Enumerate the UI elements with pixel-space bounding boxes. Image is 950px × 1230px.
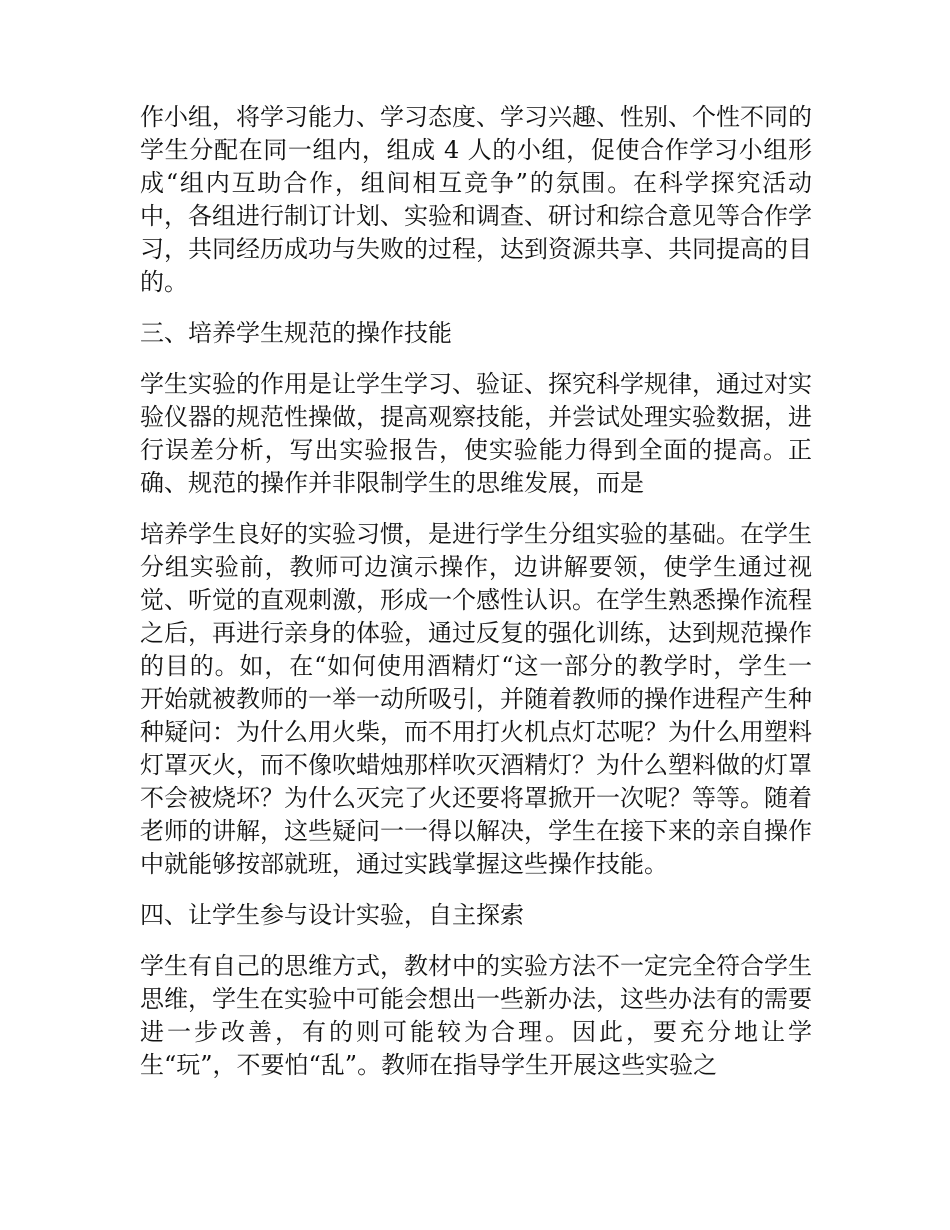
document-page — [140, 101, 812, 1100]
para-student-thinking: 学生有自己的思维方式，教材中的实验方法不一定完全符合学生思维，学生在实验中可能会想出一些新办法，这些办法有的需要进一步改善，有的则可能较为合理。因此，要充分地让学生“玩”，不要怕“乱”。教师在指导学生开展这些实验之 — [140, 952, 812, 1079]
para-good-habits: 培养学生良好的实验习惯，是进行学生分组实验的基础。在学生分组实验前，教师可边演示操作，边讲解要领，使学生通过视觉、听觉的直观刺激，形成一个感性认识。在学生熟悉操作流程之后，再进行亲身的体验，通过反复的强化训练，达到规范操作的目的。如，在“如何使用酒精灯“这一部分的教学时，学生一开始就被教师的一举一动所吸引，并随着教师的操作进程产生种种疑问：为什么用火柴，而不用打火机点灯芯呢？为什么用塑料灯罩灭火，而不像吹蜡烛那样吹灭酒精灯？为什么塑料做的灯罩不会被烧坏？为什么灭完了火还要将罩掀开一次呢？等等。随着老师的讲解，这些疑问一一得以解决，学生在接下来的亲自操作中就能够按部就班，通过实践掌握这些操作技能。 — [140, 520, 812, 878]
heading-section-3: 三、培养学生规范的操作技能 — [140, 319, 452, 347]
heading-section-4: 四、让学生参与设计实验，自主探索 — [140, 901, 524, 929]
para-cooperative-groups: 作小组，将学习能力、学习态度、学习兴趣、性别、个性不同的学生分配在同一组内，组成 4 人的小组，促使合作学习小组形成“组内互助合作，组间相互竞争”的氛围。在科学探究活动中，各组进行制订计划、实验和调查、研讨和综合意见等合作学习，共同经历成功与失败的过程，达到资源共享、共同提高的目的。 — [140, 103, 812, 296]
para-experiment-role: 学生实验的作用是让学生学习、验证、探究科学规律，通过对实验仪器的规范性操做，提高观察技能，并尝试处理实验数据，进行误差分析，写出实验报告，使实验能力得到全面的提高。正确、规范的操作并非限制学生的思维发展，而是 — [140, 370, 812, 497]
